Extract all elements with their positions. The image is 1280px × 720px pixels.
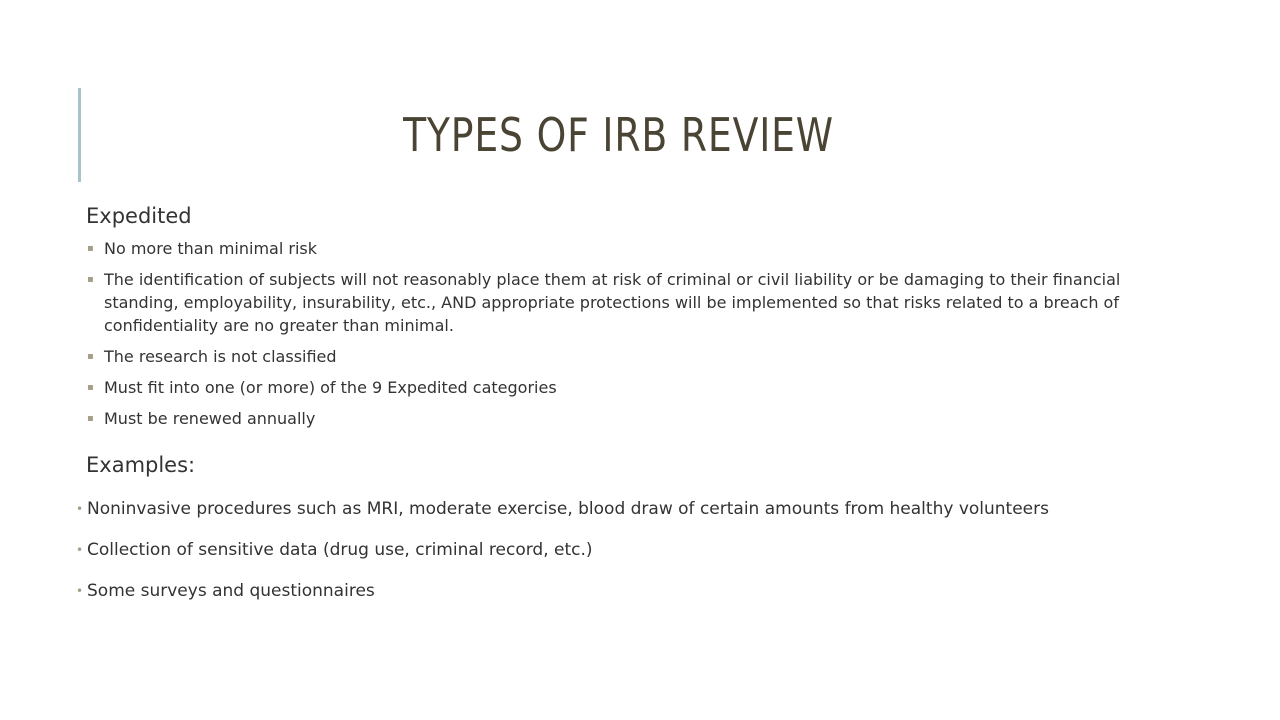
list-item xyxy=(87,268,1137,337)
list-item-text: Must be renewed annually xyxy=(104,409,316,428)
list-item xyxy=(76,580,1106,603)
list-item-text: No more than minimal risk xyxy=(104,239,317,258)
list-item-text: The research is not classified xyxy=(104,347,337,366)
list-item xyxy=(87,376,1137,399)
examples-heading: Examples: xyxy=(86,453,196,477)
examples-list xyxy=(76,498,1106,621)
round-bullet-icon: • xyxy=(76,502,84,516)
square-bullet-icon: ▪ xyxy=(87,274,94,285)
list-item xyxy=(87,345,1137,368)
expedited-heading: Expedited xyxy=(86,204,192,228)
title-accent-bar xyxy=(78,88,81,182)
list-item-text: Must fit into one (or more) of the 9 Expedited categories xyxy=(104,378,557,397)
expedited-criteria-list xyxy=(87,237,1137,438)
square-bullet-icon: ▪ xyxy=(87,382,94,393)
square-bullet-icon: ▪ xyxy=(87,243,94,254)
list-item-text: Noninvasive procedures such as MRI, moderate exercise, blood draw of certain amounts from healthy volunteers xyxy=(87,499,1049,519)
list-item-text: Collection of sensitive data (drug use, criminal record, etc.) xyxy=(87,540,593,560)
square-bullet-icon: ▪ xyxy=(87,351,94,362)
list-item-text: Some surveys and questionnaires xyxy=(87,581,375,601)
list-item-text: The identification of subjects will not reasonably place them at risk of criminal or civil liability or be damaging to their financial standing, employability, insurability, etc., AND appropriate protections will be implemented so that risks related to a breach of confidentiality are no greater than minimal. xyxy=(104,270,1121,335)
list-item xyxy=(76,539,1106,562)
round-bullet-icon: • xyxy=(76,543,84,557)
slide-title: TYPES OF IRB REVIEW xyxy=(403,108,834,162)
square-bullet-icon: ▪ xyxy=(87,413,94,424)
list-item xyxy=(76,498,1106,521)
round-bullet-icon: • xyxy=(76,584,84,598)
list-item xyxy=(87,407,1137,430)
list-item xyxy=(87,237,1137,260)
